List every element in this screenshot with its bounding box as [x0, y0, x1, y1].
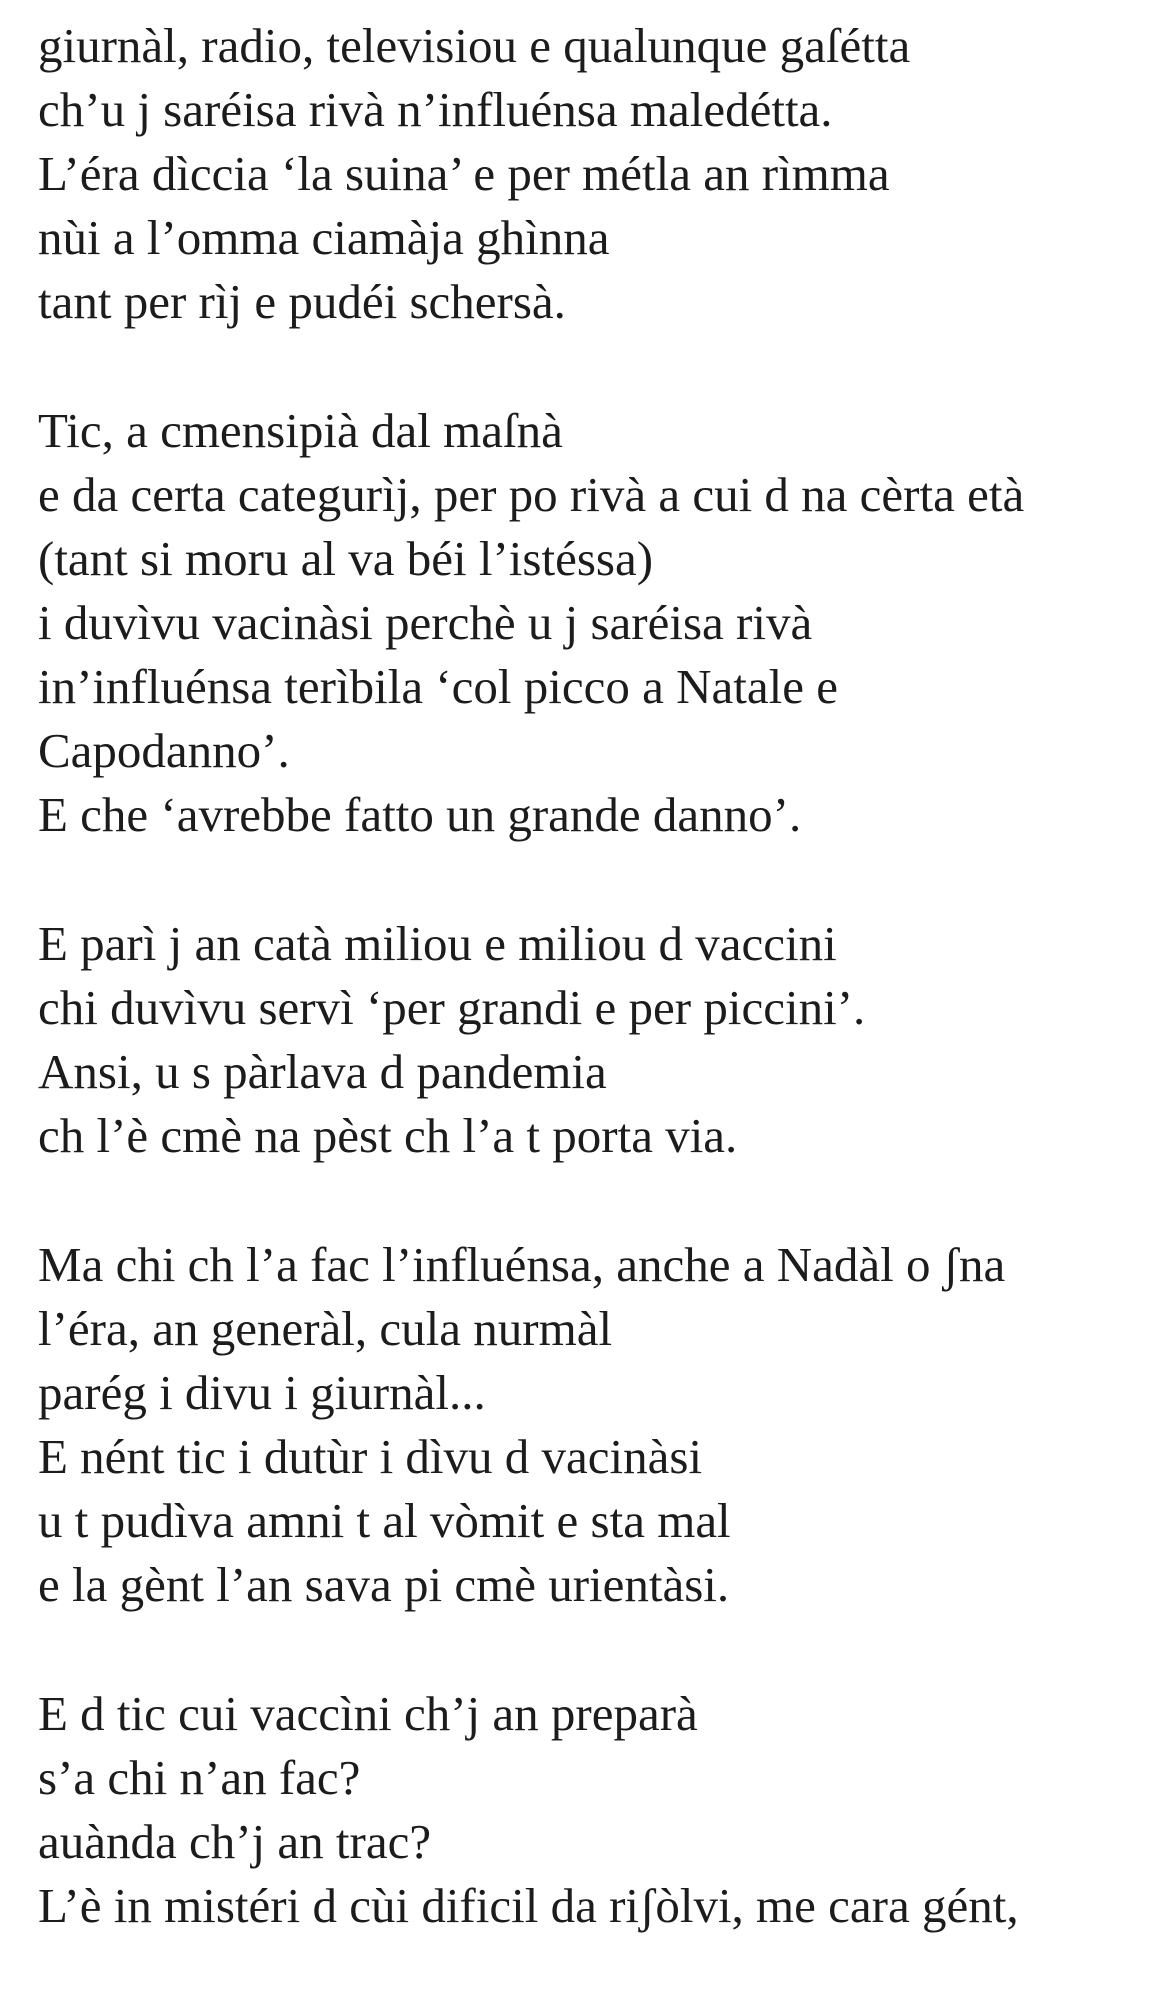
poem-line: E nént tic i dutùr i dìvu d vacinàsi — [38, 1429, 703, 1484]
poem-line: Tic, a cmensipià dal maſnà — [38, 403, 563, 458]
stanza-3 — [38, 912, 1168, 1168]
poem-line: parég i divu i giurnàl... — [38, 1365, 486, 1420]
poem-line: e la gènt l’an sava pi cmè urientàsi. — [38, 1557, 730, 1612]
stanza-5 — [38, 1682, 1168, 1938]
poem-line: E d tic cui vaccìni ch’j an preparà — [38, 1686, 698, 1741]
poem-line: tant per rìj e pudéi schersà. — [38, 274, 566, 329]
poem-line: chi duvìvu servì ‘per grandi e per piccini’. — [38, 980, 866, 1035]
poem-text — [38, 14, 1168, 2003]
poem-line: i duvìvu vacinàsi perchè u j saréisa rivà — [38, 595, 813, 650]
poem-line: nùi a l’omma ciamàja ghìnna — [38, 210, 610, 265]
poem-line: in’influénsa terìbila ‘col picco a Natale e — [38, 659, 838, 714]
stanza-4 — [38, 1233, 1168, 1617]
poem-line: ch’u j saréisa rivà n’influénsa maledétta. — [38, 82, 833, 137]
stanza-2 — [38, 399, 1168, 847]
poem-line: Ansi, u s pàrlava d pandemia — [38, 1044, 607, 1099]
poem-line: giurnàl, radio, televisiou e qualunque gaſétta — [38, 18, 911, 73]
poem-line: s’a chi n’an fac? — [38, 1750, 361, 1805]
poem-line: E che ‘avrebbe fatto un grande danno’. — [38, 787, 802, 842]
poem-line: auànda ch’j an trac? — [38, 1814, 432, 1869]
poem-line: Capodanno’. — [38, 723, 290, 778]
stanza-1 — [38, 14, 1168, 334]
poem-line: L’è in mistéri d cùi dificil da riʃòlvi, me cara gént, — [38, 1878, 1019, 1933]
poem-line: E parì j an catà miliou e miliou d vaccini — [38, 916, 837, 971]
poem-line: e da certa categurìj, per po rivà a cui d na cèrta età — [38, 467, 1025, 522]
poem-line: u t pudìva amni t al vòmit e sta mal — [38, 1493, 731, 1548]
poem-line: l’éra, an generàl, cula nurmàl — [38, 1301, 613, 1356]
poem-line: ch l’è cmè na pèst ch l’a t porta via. — [38, 1108, 738, 1163]
poem-line: L’éra dìccia ‘la suina’ e per métla an rìmma — [38, 146, 890, 201]
poem-line: (tant si moru al va béi l’istéssa) — [38, 531, 654, 586]
poem-line: Ma chi ch l’a fac l’influénsa, anche a Nadàl o ʃna — [38, 1237, 1006, 1292]
